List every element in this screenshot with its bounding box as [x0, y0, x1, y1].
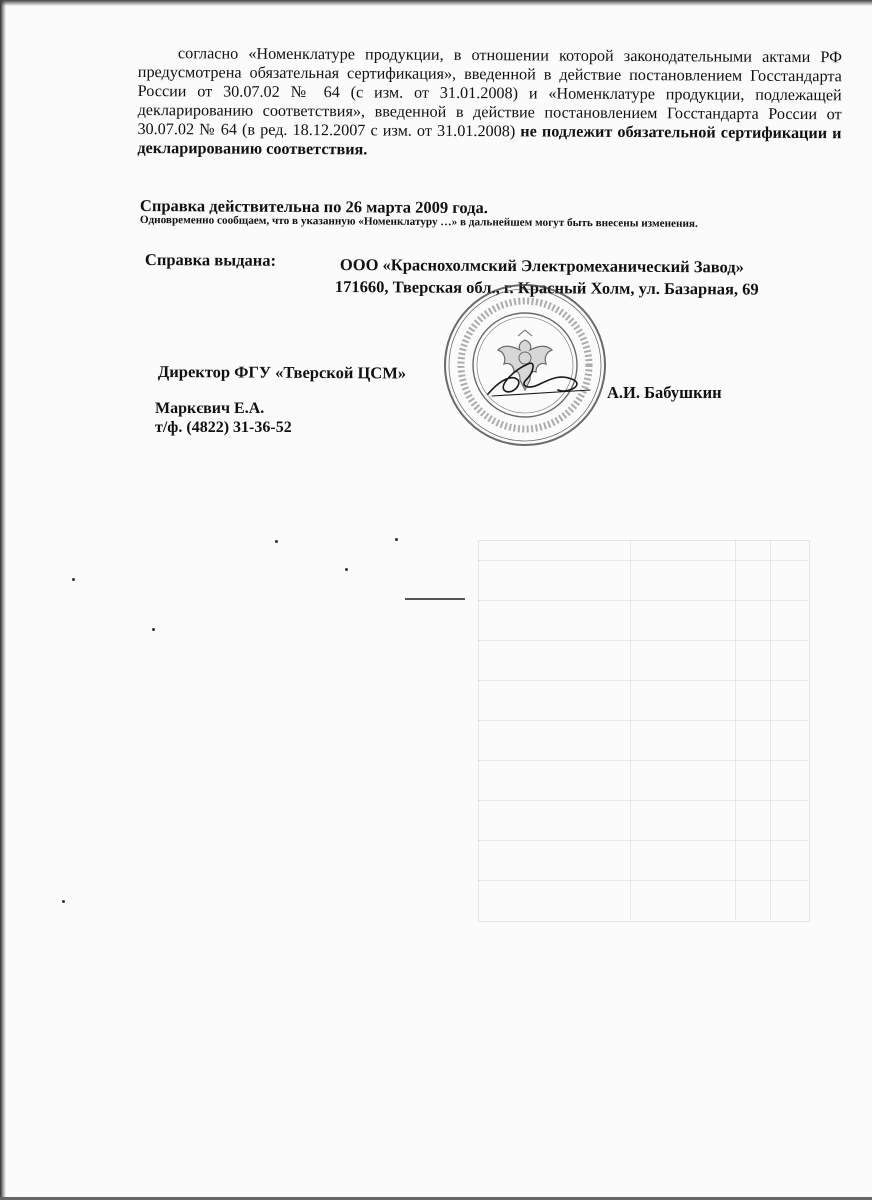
ghost-rule — [770, 540, 771, 920]
scan-edge-top — [0, 0, 872, 6]
notice-text: Одновременно сообщаем, что в указанную «Номенклатуру …» в дальнейшем могут быть внесены изменения. — [139, 214, 698, 230]
ghost-rule — [478, 760, 808, 761]
ghost-rule — [478, 800, 808, 801]
scan-edge-left — [0, 0, 6, 1200]
validity-statement: Справка действительна по 26 марта 2009 года. — [139, 196, 488, 218]
company-address: 171660, Тверская обл., г. Красный Холм, ул. Базарная, 69 — [334, 277, 759, 299]
paragraph-conclusion: не подлежит обязательной сертификации и декларированию соответствия. — [137, 122, 842, 159]
ghost-rule — [478, 840, 808, 841]
ghost-rule — [478, 560, 808, 561]
ghost-rule — [630, 540, 631, 920]
ghost-rule — [478, 680, 808, 681]
scan-speck — [345, 568, 348, 571]
executor-phone: т/ф. (4822) 31-36-52 — [155, 419, 292, 436]
ghost-rule — [478, 600, 808, 601]
director-name: А.И. Бабушкин — [607, 383, 722, 402]
scan-speck — [395, 538, 398, 541]
ghost-table — [478, 540, 810, 922]
scan-speck — [72, 578, 75, 581]
scan-speck — [152, 628, 155, 631]
paragraph-text: согласно «Номенклатуре продукции, в отношении которой законодательными актами РФ предусмотрена обязательная сертификация», введенной в действие постановлением Госстандарта России от 30.07.02 № 64 (с изм. от 31.01.2008) и «Номенклатуре продукции, подлежащей декларированию соответствия», введенной в действие постановлением Госстандарта России от 30.07.02 № 64 (в ред. 18.12.2007 с изм. от 31.01.2008) — [137, 44, 842, 141]
main-paragraph — [137, 44, 842, 162]
scan-speck — [405, 598, 465, 600]
handwritten-signature-icon — [470, 350, 610, 405]
executor-name: Маркєвич Е.А. — [155, 400, 265, 417]
ghost-rule — [735, 540, 736, 920]
issued-label: Справка выдана: — [144, 250, 277, 270]
company-name: ООО «Краснохолмский Электромеханический Завод» — [339, 255, 744, 277]
scan-speck — [62, 900, 65, 903]
ghost-rule — [478, 640, 808, 641]
director-title: Директор ФГУ «Тверской ЦСМ» — [157, 362, 407, 383]
scan-speck — [275, 540, 278, 543]
ghost-rule — [478, 880, 808, 881]
ghost-rule — [478, 720, 808, 721]
